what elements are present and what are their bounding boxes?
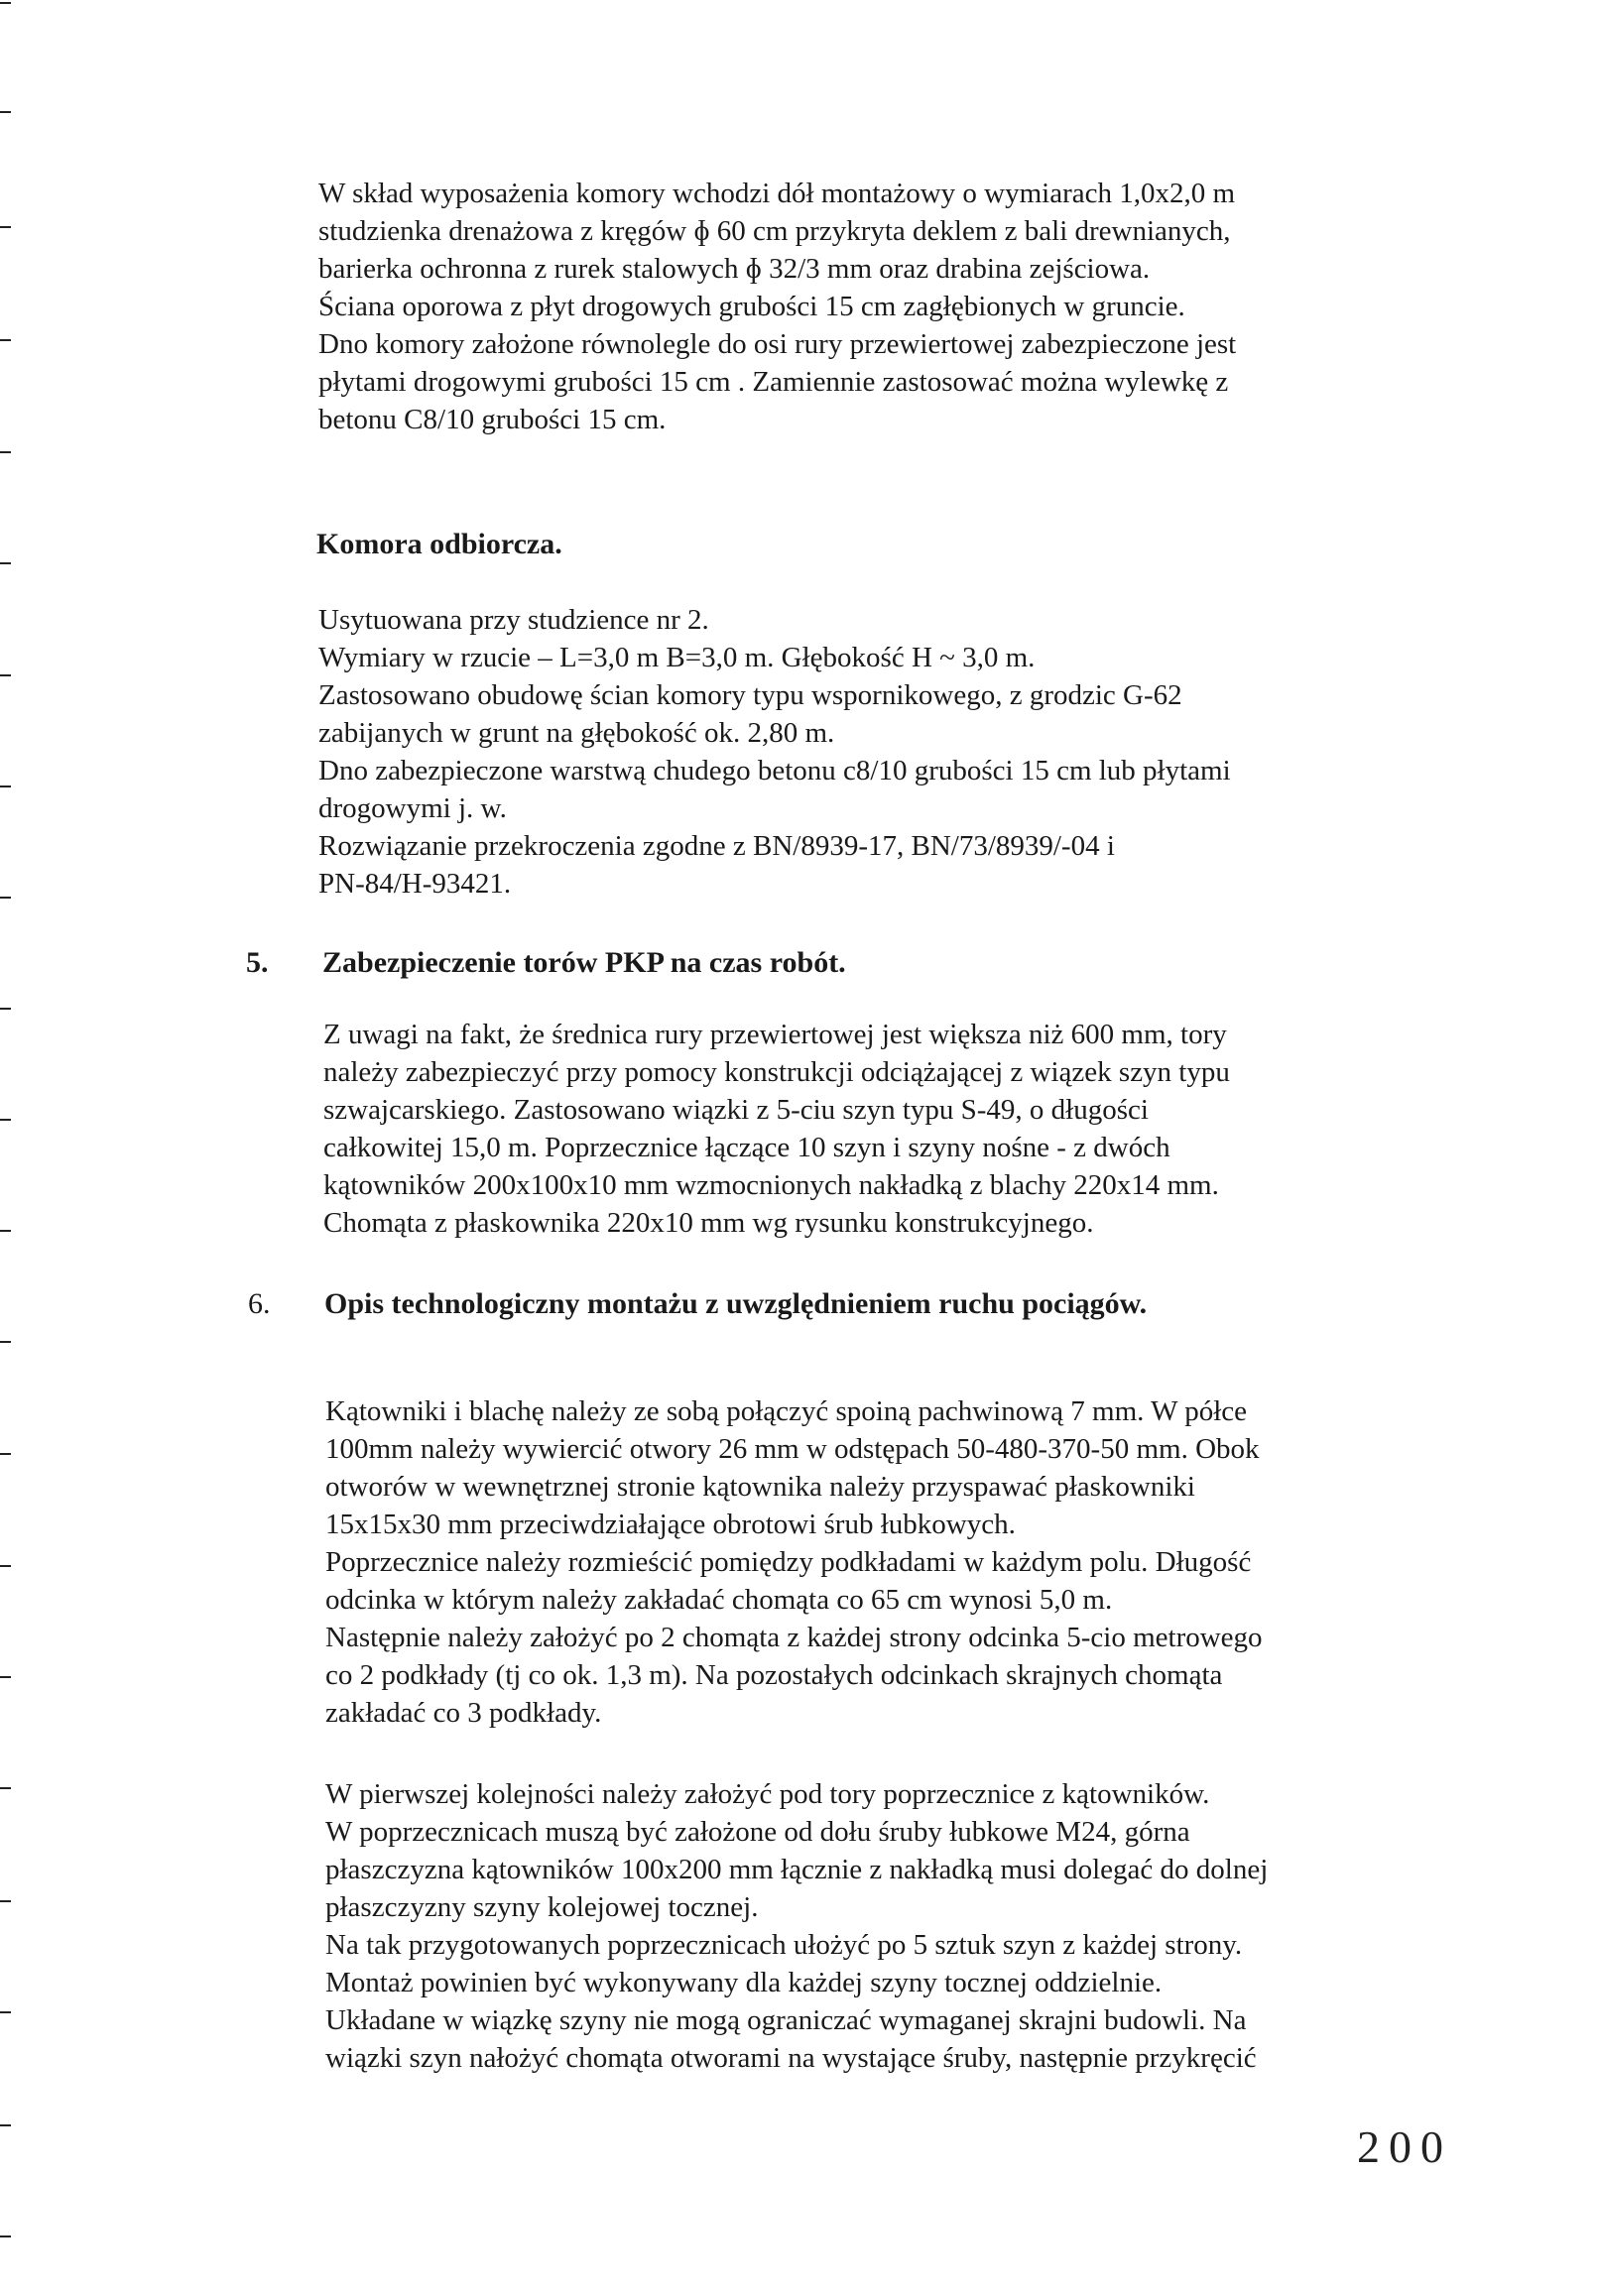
page-number: 200 [1357,2121,1452,2172]
paragraph-montaz [325,1775,1268,2077]
margin-mark [0,111,11,113]
section-5-title: Zabezpieczenie torów PKP na czas robót. [322,946,846,979]
text-line: W skład wyposażenia komory wchodzi dół montażowy o wymiarach 1,0x2,0 m [318,178,1236,209]
margin-mark [0,1008,11,1010]
paragraph-zabezpieczenie [323,1016,1230,1242]
paragraph-komora [318,601,1231,903]
text-line: Montaż powinien być wykonywany dla każdej szyny tocznej oddzielnie. [325,1967,1163,1998]
text-line: barierka ochronna z rurek stalowych ɸ 32/3 mm oraz drabina zejściowa. [318,253,1151,285]
text-line: co 2 podkłady (tj co ok. 1,3 m). Na pozostałych odcinkach skrajnych chomąta [325,1659,1223,1691]
margin-mark [0,562,11,564]
margin-mark [0,1453,11,1455]
text-line: drogowymi j. w. [318,792,507,824]
text-line: Chomąta z płaskownika 220x10 mm wg rysunku konstrukcyjnego. [323,1207,1094,1239]
binding-margin-marks [0,0,12,2296]
margin-mark [0,451,11,453]
margin-mark [0,2124,11,2126]
text-line: Z uwagi na fakt, że średnica rury przewiertowej jest większa niż 600 mm, tory [323,1019,1227,1050]
text-line: Następnie należy założyć po 2 chomąta z każdej strony odcinka 5-cio metrowego [325,1622,1263,1653]
text-line: Dno zabezpieczone warstwą chudego betonu c8/10 grubości 15 cm lub płytami [318,755,1231,786]
paragraph-katowniki [325,1392,1263,1732]
text-line: odcinka w którym należy zakładać chomąta co 65 cm wynosi 5,0 m. [325,1584,1113,1616]
text-line: Ściana oporowa z płyt drogowych grubości 15 cm zagłębionych w gruncie. [318,291,1185,322]
text-line: Kątowniki i blachę należy ze sobą połączyć spoiną pachwinową 7 mm. W półce [325,1395,1248,1427]
paragraph-equipment [318,175,1236,438]
text-line: całkowitej 15,0 m. Poprzecznice łączące 10 szyn i szyny nośne - z dwóch [323,1132,1170,1163]
text-line: płaszczyzna kątowników 100x200 mm łącznie z nakładką musi dolegać do dolnej [325,1854,1269,1885]
margin-mark [0,785,11,787]
margin-mark [0,1787,11,1789]
text-line: należy zabezpieczyć przy pomocy konstrukcji odciążającej z wiązek szyn typu [323,1056,1230,1088]
text-line: zabijanych w grunt na głębokość ok. 2,80 m. [318,717,835,749]
margin-mark [0,897,11,899]
text-line: Poprzecznice należy rozmieścić pomiędzy podkładami w każdym polu. Długość [325,1546,1252,1578]
text-line: Usytuowana przy studzience nr 2. [318,604,709,636]
margin-mark [0,2236,11,2237]
heading-komora-odbiorcza: Komora odbiorcza. [316,528,562,560]
margin-mark [0,1676,11,1678]
text-line: wiązki szyn nałożyć chomąta otworami na wystające śruby, następnie przykręcić [325,2042,1257,2074]
text-line: szwajcarskiego. Zastosowano wiązki z 5-ciu szyn typu S-49, o długości [323,1094,1149,1126]
section-5-number: 5. [246,946,269,979]
text-line: Wymiary w rzucie – L=3,0 m B=3,0 m. Głębokość H ~ 3,0 m. [318,642,1036,673]
margin-mark [0,1341,11,1343]
margin-mark [0,226,11,228]
text-line: betonu C8/10 grubości 15 cm. [318,404,667,435]
text-line: Układane w wiązkę szyny nie mogą ograniczać wymaganej skrajni budowli. Na [325,2004,1247,2036]
text-line: 15x15x30 mm przeciwdziałające obrotowi śrub łubkowych. [325,1509,1016,1540]
text-line: Dno komory założone równolegle do osi rury przewiertowej zabezpieczone jest [318,328,1237,360]
text-line: płytami drogowymi grubości 15 cm . Zamiennie zastosować można wylewkę z [318,366,1229,398]
margin-mark [0,1900,11,1902]
text-line: zakładać co 3 podkłady. [325,1697,602,1729]
text-line: kątowników 200x100x10 mm wzmocnionych nakładką z blachy 220x14 mm. [323,1169,1219,1201]
text-line: 100mm należy wywiercić otwory 26 mm w odstępach 50-480-370-50 mm. Obok [325,1433,1260,1465]
section-6-number: 6. [248,1287,271,1320]
text-line: W pierwszej kolejności należy założyć pod tory poprzecznice z kątowników. [325,1778,1210,1810]
text-line: otworów w wewnętrznej stronie kątownika należy przyspawać płaskowniki [325,1471,1195,1503]
text-line: Na tak przygotowanych poprzecznicach ułożyć po 5 sztuk szyn z każdej strony. [325,1929,1243,1961]
margin-mark [0,2,11,4]
margin-mark [0,339,11,341]
margin-mark [0,1119,11,1121]
text-line: Rozwiązanie przekroczenia zgodne z BN/8939-17, BN/73/8939/-04 i [318,830,1115,862]
text-line: Zastosowano obudowę ścian komory typu wspornikowego, z grodzic G-62 [318,679,1182,711]
text-line: płaszczyzny szyny kolejowej tocznej. [325,1891,759,1923]
margin-mark [0,2011,11,2013]
margin-mark [0,674,11,676]
margin-mark [0,1230,11,1232]
margin-mark [0,1565,11,1567]
text-line: W poprzecznicach muszą być założone od dołu śruby łubkowe M24, górna [325,1816,1190,1848]
text-line: PN-84/H-93421. [318,868,512,900]
text-line: studzienka drenażowa z kręgów ɸ 60 cm przykryta deklem z bali drewnianych, [318,215,1231,247]
section-6-title: Opis technologiczny montażu z uwzględnieniem ruchu pociągów. [324,1287,1148,1320]
